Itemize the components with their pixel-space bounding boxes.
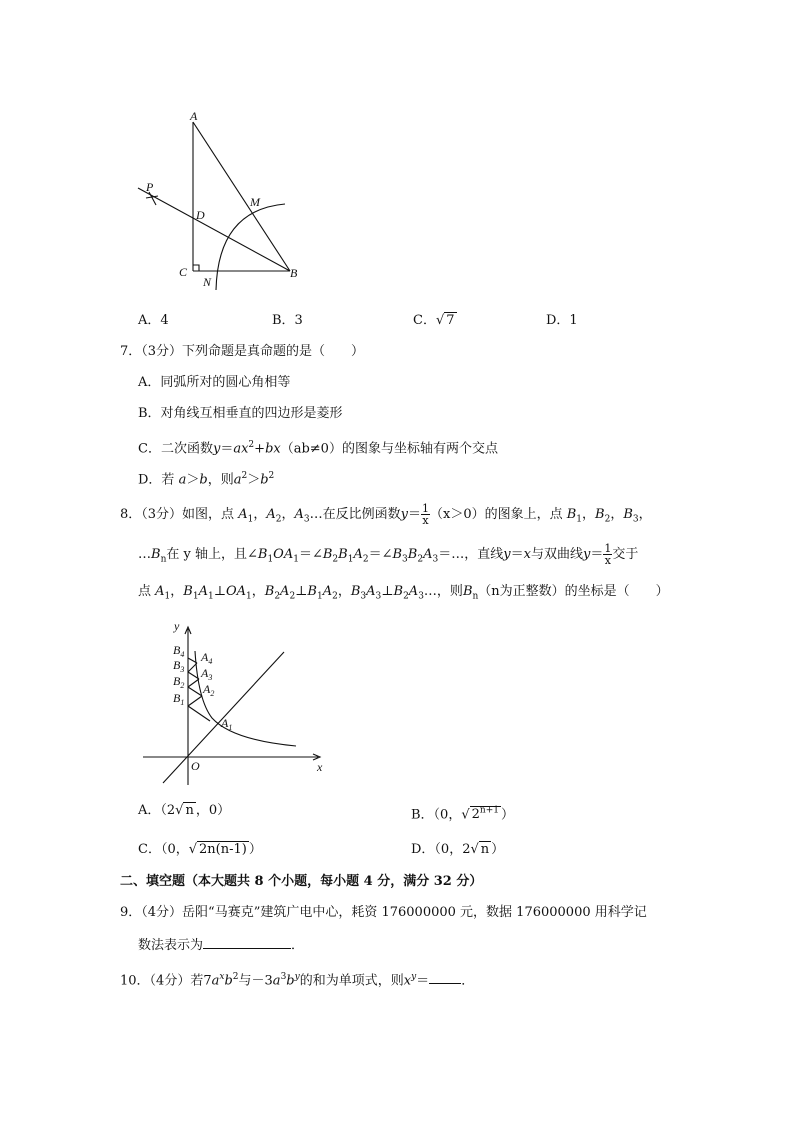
label-O: O — [191, 759, 200, 773]
q7-option-a: A．同弧所对的圆心角相等 — [138, 375, 291, 390]
label-A2: $A_2$ — [203, 682, 215, 698]
label-B3: $B_3$ — [173, 658, 185, 674]
q9-line2: 数法表示为 ． — [138, 938, 305, 953]
seg-B2A3 — [188, 679, 199, 687]
q7-option-c: C．二次函数$y=ax^2+bx(ab\ne 0)$的图象与坐标轴有两个交点 — [138, 440, 498, 457]
q8-option-b: B．（0，√ $2^{n+1}$ ） — [411, 806, 514, 823]
q6-option-c: C．√ 7 — [413, 313, 455, 328]
label-B: B — [290, 266, 298, 280]
q9-blank[interactable] — [203, 936, 291, 949]
q7-stem: 7．（3分）下列命题是真命题的是（ ） — [120, 344, 365, 359]
right-angle-mark — [193, 265, 199, 271]
q8-line3: 点 $A_1$，$B_1A_1\perp OA_1$，$B_2A_2\perp B_1A_2$，$B_3A_3\perp B_2A_3\dots$，则$B_n(n$为正整数）的坐标是（ ） — [138, 584, 669, 602]
label-D: D — [196, 208, 205, 222]
seg-B3A4 — [188, 663, 197, 672]
label-P: P — [146, 180, 154, 194]
label-A1: $A_1$ — [221, 716, 233, 732]
label-A3: $A_3$ — [201, 666, 213, 682]
q8-option-c: C．（0，√ 2n(n-1) ） — [138, 842, 262, 857]
segment-AB — [193, 122, 290, 271]
q8-option-a: A．（2√ n ，0） — [138, 803, 231, 818]
q7-option-d: D．若 a＞b，则$a^2>b^2$ — [138, 471, 275, 488]
label-M: M — [250, 195, 260, 209]
section-title: 二、填空题（本大题共 8 个小题，每小题 4 分，满分 32 分） — [120, 874, 483, 889]
label-C: C — [179, 265, 188, 279]
label-A4: $A_4$ — [201, 650, 213, 666]
q8-line1: 8．（3分）如图，点 $A_1$，$A_2$，$A_3\dots$在反比例函数y＝ $\frac{1}{x}$ （x＞0）的图象上，点 $B_1$，$B_2$，$B_3$， — [120, 502, 652, 527]
label-y: y — [174, 619, 180, 633]
q6-option-b: B．3 — [272, 313, 303, 328]
label-A: A — [190, 109, 198, 123]
q8-option-d: D．（0，2√ n ） — [411, 842, 505, 857]
label-B4: $B_4$ — [173, 643, 185, 659]
line-PB — [138, 188, 290, 271]
label-B1: $B_1$ — [173, 691, 185, 707]
q10-blank[interactable] — [429, 971, 461, 984]
q6-option-d: D．1 — [546, 313, 578, 328]
q9-line1: 9．（4分）岳阳“马赛克”建筑广电中心，耗资 176000000 元，数据 176000000 用科学记 — [120, 905, 647, 920]
q8-line2: $\dots B_n$在 y 轴上，且$\angle B_1OA_1=\angle B_2B_1A_2=\angle B_3B_2A_3=\dots$，直线y＝x与双曲线y＝ $\frac{1}{x}$ 交于 — [138, 542, 639, 567]
q7-option-b: B．对角线互相垂直的四边形是菱形 — [138, 406, 343, 421]
q10: 10．（4分）若$7a^xb^2$与$-3a^3b^y$的和为单项式，则$x^y=$ ． — [120, 972, 475, 989]
label-B2: $B_2$ — [173, 674, 185, 690]
q6-option-a: A．4 — [138, 313, 169, 328]
label-x: x — [317, 760, 323, 774]
label-N: N — [203, 275, 212, 289]
seg-B1A2 — [188, 696, 202, 706]
